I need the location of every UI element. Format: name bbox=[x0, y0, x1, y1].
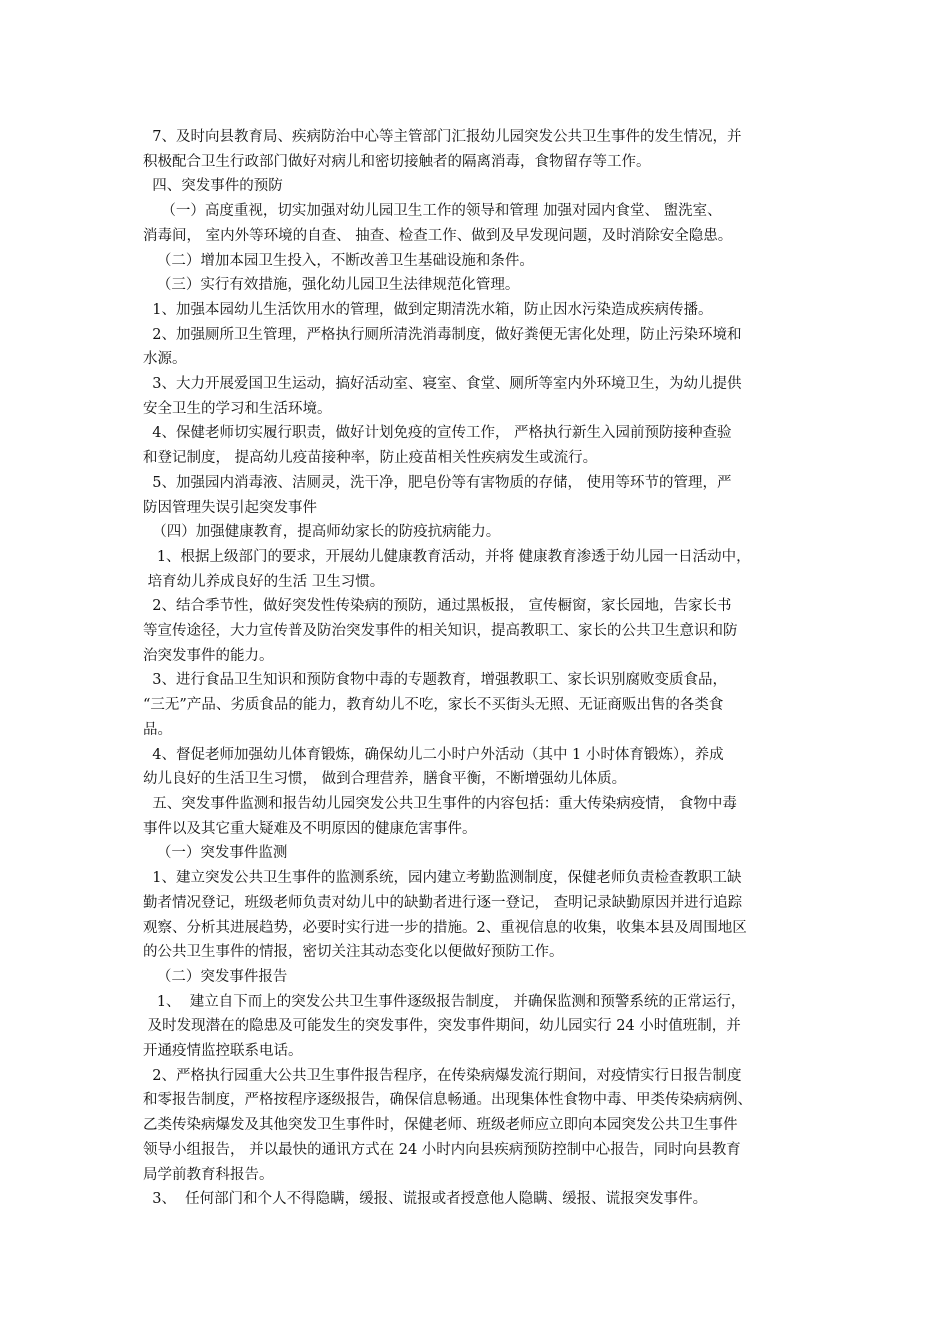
text-line: 1、根据上级部门的要求，开展幼儿健康教育活动，并将 健康教育渗透于幼儿园一日活动中， bbox=[143, 548, 751, 565]
text-line: （二）增加本园卫生投入，不断改善卫生基础设施和条件。 bbox=[143, 252, 534, 269]
text-line: 的公共卫生事件的情报，密切关注其动态变化以便做好预防工作。 bbox=[143, 944, 564, 961]
text-line: （四）加强健康教育，提高师幼家长的防疫抗病能力。 bbox=[143, 524, 501, 541]
text-line: 3、进行食品卫生知识和预防食物中毒的专题教育，增强教职工、家长识别腐败变质食品， bbox=[143, 672, 727, 689]
text-line: “三无”产品、劣质食品的能力，教育幼儿不吃，家长不买街头无照、无证商贩出售的各类食 bbox=[143, 697, 724, 714]
text-line: 4、保健老师切实履行职责，做好计划免疫的宣传工作， 严格执行新生入园前预防接种查验 bbox=[143, 425, 732, 442]
text-line: 7、及时向县教育局、疾病防治中心等主管部门汇报幼儿园突发公共卫生事件的发生情况，并 bbox=[143, 129, 742, 145]
text-line: 开通疫情监控联系电话。 bbox=[143, 1043, 303, 1060]
text-line: 1、加强本园幼儿生活饮用水的管理，做到定期清洗水箱，防止因水污染造成疾病传播。 bbox=[143, 301, 713, 318]
text-line: 1、 建立自下而上的突发公共卫生事件逐级报告制度， 并确保监测和预警系统的正常运行， bbox=[143, 993, 746, 1010]
text-line: 局学前教育科报告。 bbox=[143, 1166, 274, 1183]
text-line: 品。 bbox=[143, 721, 172, 738]
text-line: 幼儿良好的生活卫生习惯， 做到合理营养，膳食平衡，不断增强幼儿体质。 bbox=[143, 771, 627, 788]
text-line: （一）突发事件监测 bbox=[143, 845, 288, 862]
text-line: 1、建立突发公共卫生事件的监测系统，园内建立考勤监测制度，保健老师负责检查教职工缺 bbox=[143, 870, 742, 887]
text-line: 乙类传染病爆发及其他突发卫生事件时，保健老师、班级老师应立即向本园突发公共卫生事件 bbox=[143, 1117, 738, 1134]
text-line: 和零报告制度，严格按程序逐级报告，确保信息畅通。出现集体性食物中毒、甲类传染病病例、 bbox=[143, 1092, 752, 1109]
text-line: 五、突发事件监测和报告幼儿园突发公共卫生事件的内容包括：重大传染病疫情， 食物中毒 bbox=[143, 795, 737, 812]
text-line: 2、加强厕所卫生管理，严格执行厕所清洗消毒制度，做好粪便无害化处理，防止污染环境和 bbox=[143, 326, 742, 343]
text-line: （一）高度重视，切实加强对幼儿园卫生工作的领导和管理 加强对园内食堂、 盥洗室、 bbox=[143, 203, 722, 220]
text-line: 2、结合季节性，做好突发性传染病的预防，通过黑板报， 宣传橱窗，家长园地，告家长书 bbox=[143, 598, 732, 615]
text-line: 防因管理失误引起突发事件 bbox=[143, 499, 317, 516]
text-line: 水源。 bbox=[143, 351, 187, 368]
text-line: 2、严格执行园重大公共卫生事件报告程序，在传染病爆发流行期间，对疫情实行日报告制度 bbox=[143, 1067, 742, 1084]
text-line: 观察、分析其进展趋势，必要时实行进一步的措施。2、重视信息的收集，收集本县及周围地区 bbox=[143, 919, 747, 936]
text-line: 消毒间， 室内外等环境的自查、 抽查、检查工作、做到及早发现问题，及时消除安全隐患。 bbox=[143, 227, 733, 244]
text-line: 治突发事件的能力。 bbox=[143, 647, 274, 664]
text-line: 安全卫生的学习和生活环境。 bbox=[143, 400, 332, 417]
document-body bbox=[143, 125, 818, 1212]
text-line: 等宣传途径，大力宣传普及防治突发事件的相关知识，提高教职工、家长的公共卫生意识和防 bbox=[143, 623, 738, 640]
text-line: 积极配合卫生行政部门做好对病儿和密切接触者的隔离消毒，食物留存等工作。 bbox=[143, 153, 651, 170]
text-line: 事件以及其它重大疑难及不明原因的健康危害事件。 bbox=[143, 820, 477, 837]
text-line: 5、加强园内消毒液、洁厕灵，洗干净，肥皂份等有害物质的存储， 使用等环节的管理，严 bbox=[143, 474, 732, 491]
text-line: 3、大力开展爱国卫生运动，搞好活动室、寝室、食堂、厕所等室内外环境卫生，为幼儿提供 bbox=[143, 376, 742, 393]
text-line: 和登记制度， 提高幼儿疫苗接种率，防止疫苗相关性疾病发生或流行。 bbox=[143, 450, 598, 467]
text-line: 领导小组报告， 并以最快的通讯方式在 24 小时内向县疾病预防控制中心报告，同时向县教育 bbox=[143, 1141, 741, 1158]
text-line: （三）实行有效措施，强化幼儿园卫生法律规范化管理。 bbox=[143, 277, 520, 294]
text-line: 勤者情况登记，班级老师负责对幼儿中的缺勤者进行逐一登记， 查明记录缺勤原因并进行追踪 bbox=[143, 894, 743, 911]
text-line: 3、 任何部门和个人不得隐瞒，缓报、谎报或者授意他人隐瞒、缓报、谎报突发事件。 bbox=[143, 1191, 708, 1208]
text-line: 4、督促老师加强幼儿体育锻炼，确保幼儿二小时户外活动（其中 1 小时体育锻炼），养成 bbox=[143, 746, 724, 763]
text-line: 四、突发事件的预防 bbox=[143, 178, 283, 195]
text-line: （二）突发事件报告 bbox=[143, 968, 288, 985]
text-line: 及时发现潜在的隐患及可能发生的突发事件，突发事件期间，幼儿园实行 24 小时值班制，并 bbox=[143, 1018, 741, 1035]
text-line: 培育幼儿养成良好的生活 卫生习惯。 bbox=[143, 573, 385, 590]
